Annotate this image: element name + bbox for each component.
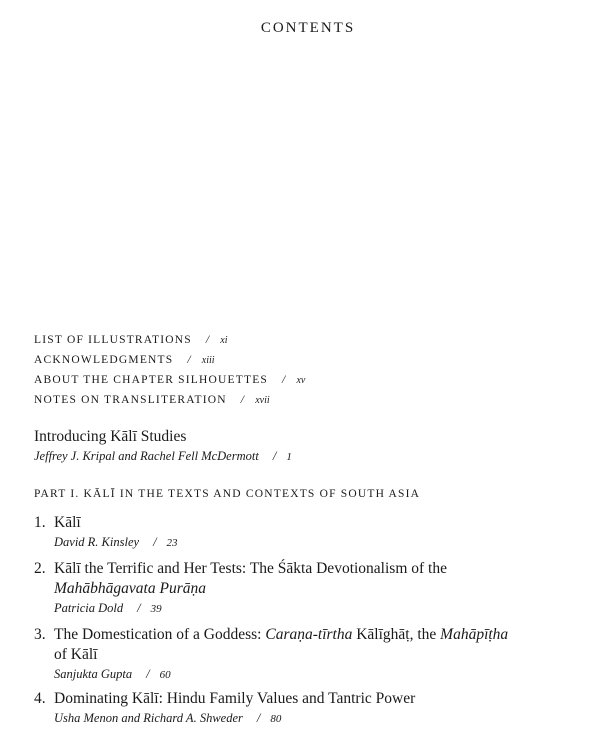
author-name: Patricia Dold — [54, 601, 124, 615]
toc-separator: / — [256, 711, 261, 725]
author-name: David R. Kinsley — [54, 535, 140, 549]
chapter-title: Kālī — [54, 514, 81, 531]
chapter-number: 1. — [34, 514, 46, 531]
chapter-title-continued: of Kālī — [54, 646, 98, 663]
toc-page-number: xvii — [255, 395, 270, 406]
toc-entry-silhouettes — [34, 374, 305, 386]
chapter-title-continued: Mahābhāgavata Purāṇa — [54, 580, 206, 597]
chapter-byline — [54, 711, 281, 726]
part-heading: PART I. KĀLĪ IN THE TEXTS AND CONTEXTS OF SOUTH ASIA — [34, 488, 421, 500]
chapter-number: 2. — [34, 560, 46, 577]
toc-page-number: 39 — [150, 603, 162, 615]
chapter-byline — [54, 667, 171, 682]
toc-separator: / — [153, 535, 157, 549]
toc-entry-label: ABOUT THE CHAPTER SILHOUETTES — [34, 374, 269, 386]
chapter-title-italic: Caraṇa-tīrtha — [265, 626, 353, 643]
toc-entry-transliteration — [34, 394, 270, 406]
intro-title: Introducing Kālī Studies — [34, 428, 187, 445]
intro-byline — [34, 449, 292, 464]
toc-entry-illustrations — [34, 334, 228, 346]
toc-separator: / — [282, 374, 287, 386]
toc-page-number: 23 — [166, 537, 178, 549]
chapter-byline — [54, 535, 178, 550]
toc-separator: / — [272, 449, 277, 463]
toc-entry-label: ACKNOWLEDGMENTS — [34, 354, 174, 366]
toc-page-number: xiii — [201, 355, 215, 366]
toc-page-number: 1 — [286, 451, 292, 463]
chapter-number: 4. — [34, 690, 46, 707]
chapter-title: Kālī the Terrific and Her Tests: The Śākta Devotionalism of the — [54, 560, 447, 577]
chapter-title-text: The Domestication of a Goddess: — [54, 626, 266, 643]
chapter-title-italic: Mahāpīṭha — [440, 626, 509, 643]
toc-separator: / — [240, 394, 246, 406]
chapter-title-text: Kālīghāṭ, the — [352, 626, 441, 643]
toc-separator: / — [137, 601, 141, 615]
toc-separator: / — [146, 667, 150, 681]
page-title: CONTENTS — [260, 20, 356, 36]
chapter-title — [54, 626, 508, 644]
toc-entry-acknowledgments — [34, 354, 215, 366]
author-name: Sanjukta Gupta — [54, 667, 133, 681]
chapter-byline — [54, 601, 162, 616]
toc-page-number: 60 — [159, 669, 171, 681]
author-name: Usha Menon and Richard A. Shweder — [54, 711, 243, 725]
toc-entry-label: NOTES ON TRANSLITERATION — [34, 394, 227, 406]
toc-entry-label: LIST OF ILLUSTRATIONS — [34, 334, 192, 346]
toc-separator: / — [205, 334, 211, 346]
toc-page-number: xi — [220, 335, 228, 346]
author-name: Jeffrey J. Kripal and Rachel Fell McDermott — [34, 449, 259, 463]
toc-separator: / — [187, 354, 192, 366]
toc-page-number: 80 — [270, 713, 282, 725]
chapter-title: Dominating Kālī: Hindu Family Values and Tantric Power — [54, 690, 416, 707]
chapter-number: 3. — [34, 626, 46, 643]
toc-page-number: xv — [296, 375, 306, 386]
